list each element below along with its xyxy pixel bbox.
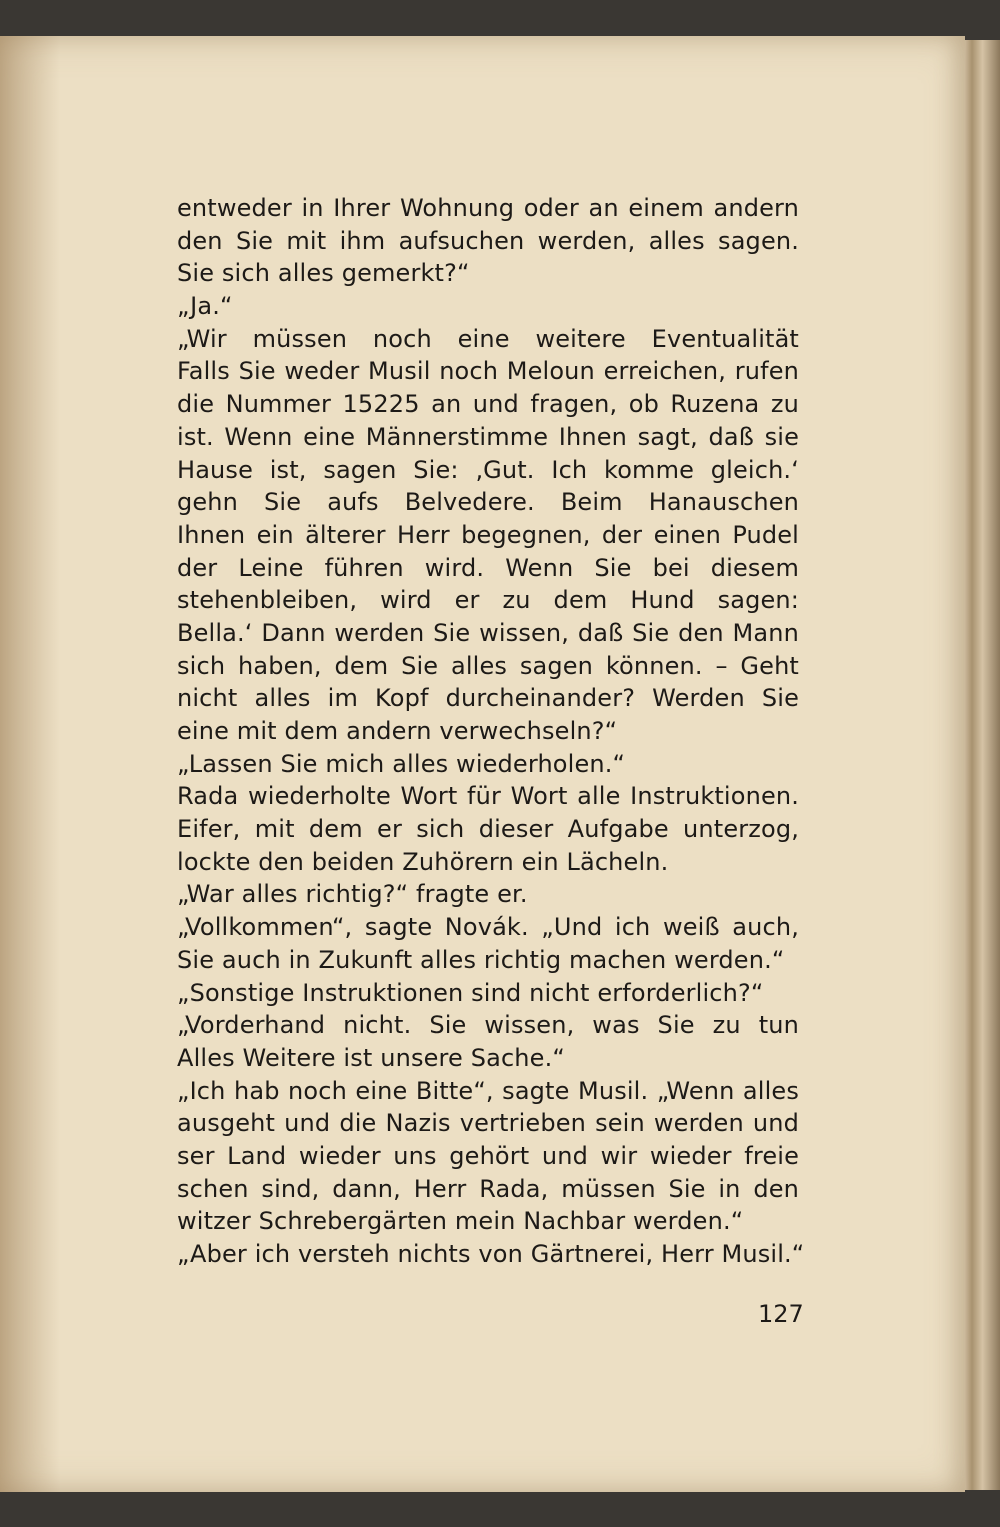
- text-line: ser Land wieder uns gehört und wir wieder freie: [177, 1141, 799, 1170]
- text-line: lockte den beiden Zuhörern ein Lächeln.: [177, 847, 669, 876]
- text-line: ist. Wenn eine Männerstimme Ihnen sagt, daß sie: [177, 422, 799, 451]
- text-line: „War alles richtig?“ fragte er.: [177, 880, 528, 909]
- gutter-shadow: [0, 36, 60, 1492]
- text-line: der Leine führen wird. Wenn Sie bei diesem: [177, 553, 799, 582]
- text-line: Bella.‘ Dann werden Sie wissen, daß Sie den Mann: [177, 618, 799, 647]
- text-line: „Vorderhand nicht. Sie wissen, was Sie zu tun: [177, 1011, 799, 1040]
- text-line: nicht alles im Kopf durcheinander? Werden Sie: [177, 684, 799, 713]
- text-line: Alles Weitere ist unsere Sache.“: [177, 1043, 565, 1072]
- text-line: entweder in Ihrer Wohnung oder an einem andern: [177, 194, 799, 222]
- body-text: [177, 192, 805, 1271]
- text-line: „Wir müssen noch eine weitere Eventualität: [177, 324, 799, 353]
- text-line: gehn Sie aufs Belvedere. Beim Hanauschen: [177, 488, 799, 517]
- text-line: sich haben, dem Sie alles sagen können. – Geht: [177, 651, 799, 680]
- text-line: stehenbleiben, wird er zu dem Hund sagen:: [177, 586, 799, 615]
- text-line: Rada wiederholte Wort für Wort alle Instruktionen.: [177, 782, 799, 811]
- text-line: Hause ist, sagen Sie: ‚Gut. Ich komme gleich.‘: [177, 455, 799, 484]
- text-line: „Ich hab noch eine Bitte“, sagte Musil. „Wenn alles: [177, 1076, 799, 1105]
- text-line: schen sind, dann, Herr Rada, müssen Sie in den: [177, 1174, 799, 1203]
- text-line: Ihnen ein älterer Herr begegnen, der einen Pudel: [177, 520, 799, 549]
- text-line: ausgeht und die Nazis vertrieben sein werden und: [177, 1109, 799, 1138]
- text-line: „Vollkommen“, sagte Novák. „Und ich weiß auch,: [177, 913, 799, 942]
- text-line: den Sie mit ihm aufsuchen werden, alles sagen.: [177, 226, 799, 255]
- text-line: Eifer, mit dem er sich dieser Aufgabe unterzog,: [177, 815, 799, 844]
- text-line: „Aber ich versteh nichts von Gärtnerei, Herr Musil.“: [177, 1240, 805, 1268]
- text-line: witzer Schrebergärten mein Nachbar werden.“: [177, 1207, 744, 1236]
- text-line: „Ja.“: [177, 292, 233, 321]
- text-line: „Sonstige Instruktionen sind nicht erforderlich?“: [177, 978, 764, 1007]
- text-line: Falls Sie weder Musil noch Meloun erreichen, rufen: [177, 357, 799, 386]
- text-line: Sie auch in Zukunft alles richtig machen werden.“: [177, 945, 785, 974]
- text-line: eine mit dem andern verwechseln?“: [177, 717, 618, 745]
- page-number: 127: [758, 1300, 804, 1328]
- text-line: Sie sich alles gemerkt?“: [177, 259, 470, 288]
- text-line: „Lassen Sie mich alles wiederholen.“: [177, 749, 626, 778]
- text-line: die Nummer 15225 an und fragen, ob Ruzena zu: [177, 390, 799, 419]
